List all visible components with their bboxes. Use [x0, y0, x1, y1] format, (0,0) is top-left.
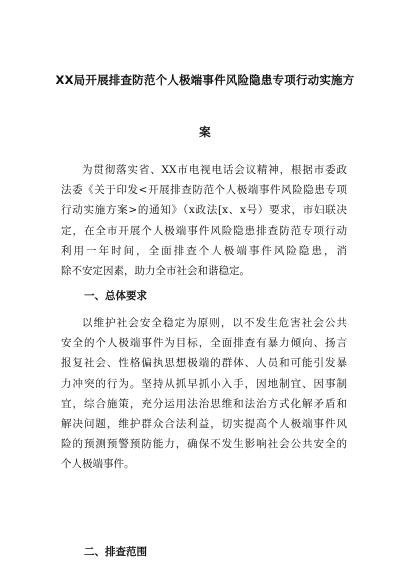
section1-line: 个人极端事件。	[61, 458, 135, 471]
document-title-continued: 案	[199, 125, 211, 139]
section-heading-scope: 二、排查范围	[84, 546, 147, 558]
intro-line: 行动实施方案>的通知》（x政法[x、x号）要求，市妇联决	[61, 204, 347, 217]
section1-line: 险的预测预警预防能力，确保不发生影响社会公共安全的	[61, 438, 347, 451]
document-title: XX局开展排查防范个人极端事件风险隐患专项行动实施方	[55, 73, 355, 87]
intro-line: 为贯彻落实省、XX市电视电话会议精神，根据市委政	[82, 164, 347, 176]
section-heading-general-requirements: 一、总体要求	[84, 290, 147, 302]
section1-paragraph	[61, 313, 347, 475]
intro-line: 利用一年时间，全面排查个人极端事件风险隐患，消	[61, 244, 347, 257]
section1-line: 报复社会、性格偏执思想极端的群体、人员和可能引发暴	[61, 357, 347, 370]
intro-line: 除不安定因素，助力全市社会和谐稳定。	[61, 264, 250, 277]
section1-line: 以维护社会安全稳定为原则，以不发生危害社会公共	[82, 317, 347, 329]
intro-paragraph	[61, 160, 347, 281]
section1-line: 解决问题，维护群众合法利益，切实提高个人极端事件风	[61, 417, 347, 430]
intro-line: 法委《关于印发<开展排查防范个人极端事件风险隐患专项	[61, 184, 347, 197]
section1-line: 宜，综合施策，充分运用法治思维和法治方式化解矛盾和	[61, 397, 347, 410]
section1-line: 力冲突的行为。坚持从抓早抓小入手，因地制宜、因事制	[61, 377, 347, 390]
section1-line: 安全的个人极端事件为目标，全面排查有暴力倾向、扬言	[61, 337, 347, 350]
intro-line: 定，在全市开展个人极端事件风险隐患排查防范专项行动	[61, 224, 347, 237]
